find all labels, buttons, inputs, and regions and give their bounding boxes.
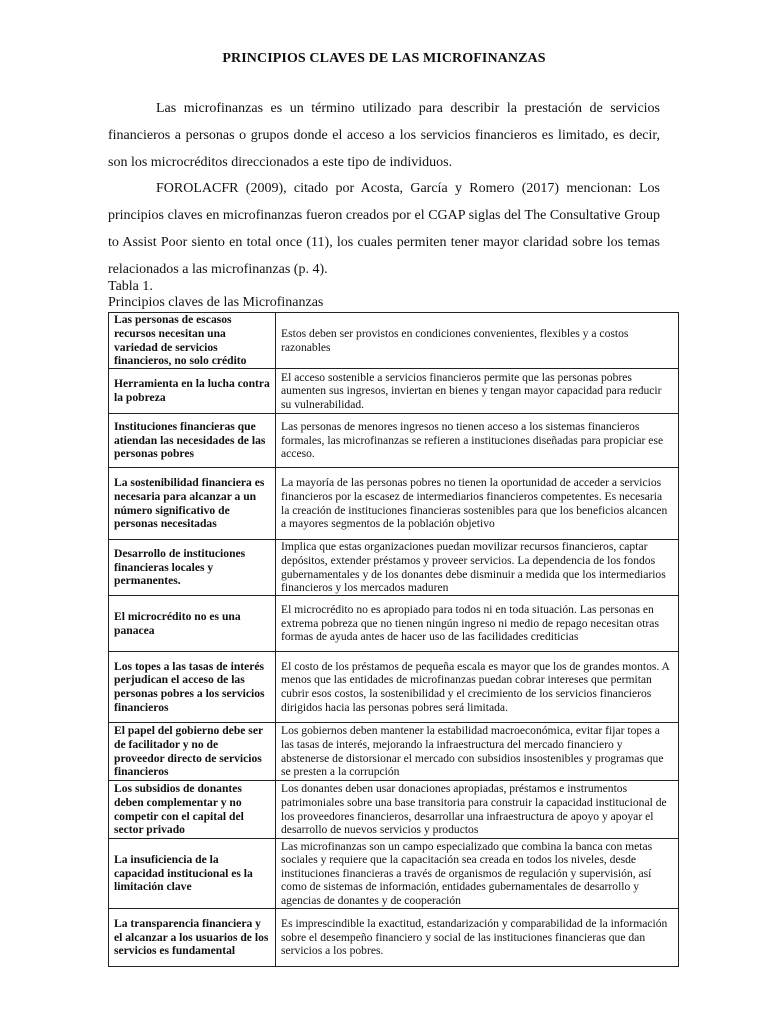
document-title: PRINCIPIOS CLAVES DE LAS MICROFINANZAS <box>222 51 546 66</box>
table-row <box>109 839 679 909</box>
principle-cell: Instituciones financieras que atiendan las necesidades de las personas pobres <box>109 414 276 468</box>
table-row <box>109 723 679 781</box>
description-cell: Es imprescindible la exactitud, estandarización y comparabilidad de la información sobre el desempeño financiero y social de las instituciones financieras que dan servicios a los pobres. <box>276 909 679 967</box>
table-row <box>109 540 679 596</box>
principle-cell: Los topes a las tasas de interés perjudican el acceso de las personas pobres a los servicios financieros <box>109 652 276 723</box>
principle-cell: Desarrollo de instituciones financieras locales y permanentes. <box>109 540 276 596</box>
description-cell: El costo de los préstamos de pequeña escala es mayor que los de grandes montos. A menos que las entidades de microfinanzas puedan cobrar intereses que permitan cubrir esos costos, la sostenibilidad y el crecimiento de los servicios financieros dirigidos hacia las personas pobres será limitada. <box>276 652 679 723</box>
description-cell: Los donantes deben usar donaciones apropiadas, préstamos e instrumentos patrimoniales sobre una base transitoria para construir la capacidad institucional de los proveedores financieros, desarrollar una infraestructura de apoyo y apoyar el desarrollo de nuevos servicios y productos <box>276 781 679 839</box>
table-row <box>109 313 679 369</box>
description-cell: La mayoría de las personas pobres no tienen la oportunidad de acceder a servicios financieros por la escasez de intermediarios financieros competentes. Es necesaria la creación de instituciones financieras sostenibles para que los beneficios alcancen a mayores segmentos de la población objetivo <box>276 468 679 540</box>
description-cell: Las personas de menores ingresos no tienen acceso a los sistemas financieros formales, las microfinanzas se refieren a instituciones diseñadas para propiciar ese acceso. <box>276 414 679 468</box>
principles-table <box>108 312 679 967</box>
table-row <box>109 596 679 652</box>
principle-cell: La transparencia financiera y el alcanzar a los usuarios de los servicios es fundamental <box>109 909 276 967</box>
principle-cell: Herramienta en la lucha contra la pobreza <box>109 369 276 414</box>
table-label: Tabla 1. <box>108 279 153 294</box>
principle-cell: La sostenibilidad financiera es necesaria para alcanzar a un número significativo de personas necesitadas <box>109 468 276 540</box>
table-row <box>109 369 679 414</box>
principle-cell: La insuficiencia de la capacidad institucional es la limitación clave <box>109 839 276 909</box>
principle-cell: Las personas de escasos recursos necesitan una variedad de servicios financieros, no solo crédito <box>109 313 276 369</box>
principle-cell: El papel del gobierno debe ser de facilitador y no de proveedor directo de servicios financieros <box>109 723 276 781</box>
description-cell: Los gobiernos deben mantener la estabilidad macroeconómica, evitar fijar topes a las tasas de interés, mejorando la infraestructura del mercado financiero y abstenerse de distorsionar el mercado con subsidios insostenibles y programas que se presten a la corrupción <box>276 723 679 781</box>
table-row <box>109 909 679 967</box>
description-cell: El acceso sostenible a servicios financieros permite que las personas pobres aumenten sus ingresos, inviertan en bienes y tengan mayor capacidad para reducir su vulnerabilidad. <box>276 369 679 414</box>
paragraph-intro: Las microfinanzas es un término utilizado para describir la prestación de servicios financieros a personas o grupos donde el acceso a los servicios financieros es limitado, es decir, son los microcréditos direccionados a este tipo de individuos. <box>108 101 660 170</box>
description-cell: Implica que estas organizaciones puedan movilizar recursos financieros, captar depósitos, extender préstamos y proveer servicios. La dependencia de los fondos gubernamentales y de los donantes debe disminuir a medida que los intermediarios financieros y los mercados maduren <box>276 540 679 596</box>
table-row <box>109 781 679 839</box>
description-cell: Las microfinanzas son un campo especializado que combina la banca con metas sociales y requiere que la capacitación sea creada en todos los niveles, desde instituciones financieras a través de organismos de regulación y supervisión, así como de sistemas de información, entidades gubernamentales de desarrollo y agencias de donantes y de cooperación <box>276 839 679 909</box>
table-row <box>109 652 679 723</box>
description-cell: El microcrédito no es apropiado para todos ni en toda situación. Las personas en extrema pobreza que no tienen ningún ingreso ni medio de repago necesitan otras formas de ayuda antes de hacer uso de las facilidades crediticias <box>276 596 679 652</box>
principle-cell: El microcrédito no es una panacea <box>109 596 276 652</box>
principle-cell: Los subsidios de donantes deben complementar y no competir con el capital del sector privado <box>109 781 276 839</box>
table-row <box>109 414 679 468</box>
paragraph-citation: FOROLACFR (2009), citado por Acosta, García y Romero (2017) mencionan: Los principios claves en microfinanzas fueron creados por el CGAP siglas del The Consultative Group to Assist Poor siento en total once (11), los cuales permiten tener mayor claridad sobre los temas relacionados a las microfinanzas (p. 4). <box>108 181 660 277</box>
table-row <box>109 468 679 540</box>
table-caption: Principios claves de las Microfinanzas <box>108 295 324 310</box>
description-cell: Estos deben ser provistos en condiciones convenientes, flexibles y a costos razonables <box>276 313 679 369</box>
